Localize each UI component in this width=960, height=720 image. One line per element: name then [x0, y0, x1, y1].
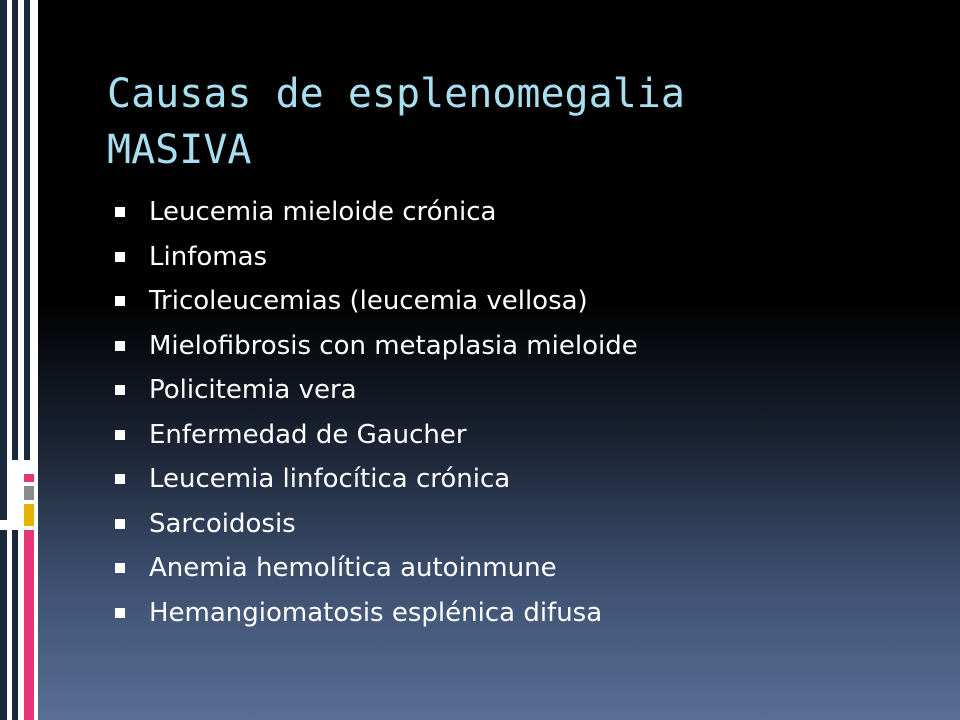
title-line-1: Causas de esplenomegalia — [107, 71, 685, 117]
square-bullet-icon — [115, 474, 125, 484]
strip-line — [0, 0, 7, 520]
strip-line — [12, 0, 18, 460]
title-line-2: MASIVA — [107, 127, 252, 173]
strip-accent-yellow — [24, 504, 34, 526]
list-item-text: Policitemia vera — [149, 375, 357, 406]
list-item — [115, 235, 638, 280]
list-item-text: Mielofibrosis con metaplasia mieloide — [149, 330, 638, 361]
list-item-text: Anemia hemolítica autoinmune — [149, 553, 557, 584]
list-item-text: Sarcoidosis — [149, 508, 296, 539]
list-item-text: Linfomas — [149, 241, 268, 272]
square-bullet-icon — [115, 252, 125, 262]
square-bullet-icon — [115, 385, 125, 395]
list-item — [115, 546, 638, 591]
strip-accent-gray — [24, 486, 34, 500]
list-item — [115, 591, 638, 636]
strip-line — [24, 0, 30, 460]
square-bullet-icon — [115, 341, 125, 351]
square-bullet-icon — [115, 430, 125, 440]
list-item — [115, 457, 638, 502]
list-item — [115, 413, 638, 458]
decorative-strip — [0, 0, 38, 720]
bullet-list — [115, 190, 638, 635]
square-bullet-icon — [115, 519, 125, 529]
list-item-text: Leucemia linfocítica crónica — [149, 464, 511, 495]
square-bullet-icon — [115, 207, 125, 217]
strip-accent-pink — [24, 530, 34, 720]
slide-title — [107, 66, 927, 178]
strip-line — [0, 530, 7, 720]
strip-line — [12, 530, 18, 720]
square-bullet-icon — [115, 296, 125, 306]
square-bullet-icon — [115, 608, 125, 618]
list-item-text: Hemangiomatosis esplénica difusa — [149, 597, 603, 628]
list-item-text: Tricoleucemias (leucemia vellosa) — [149, 286, 588, 317]
list-item — [115, 502, 638, 547]
list-item — [115, 324, 638, 369]
list-item — [115, 368, 638, 413]
list-item-text: Enfermedad de Gaucher — [149, 419, 467, 450]
list-item — [115, 279, 638, 324]
strip-accent-pink — [24, 474, 34, 482]
list-item — [115, 190, 638, 235]
list-item-text: Leucemia mieloide crónica — [149, 197, 497, 228]
square-bullet-icon — [115, 563, 125, 573]
